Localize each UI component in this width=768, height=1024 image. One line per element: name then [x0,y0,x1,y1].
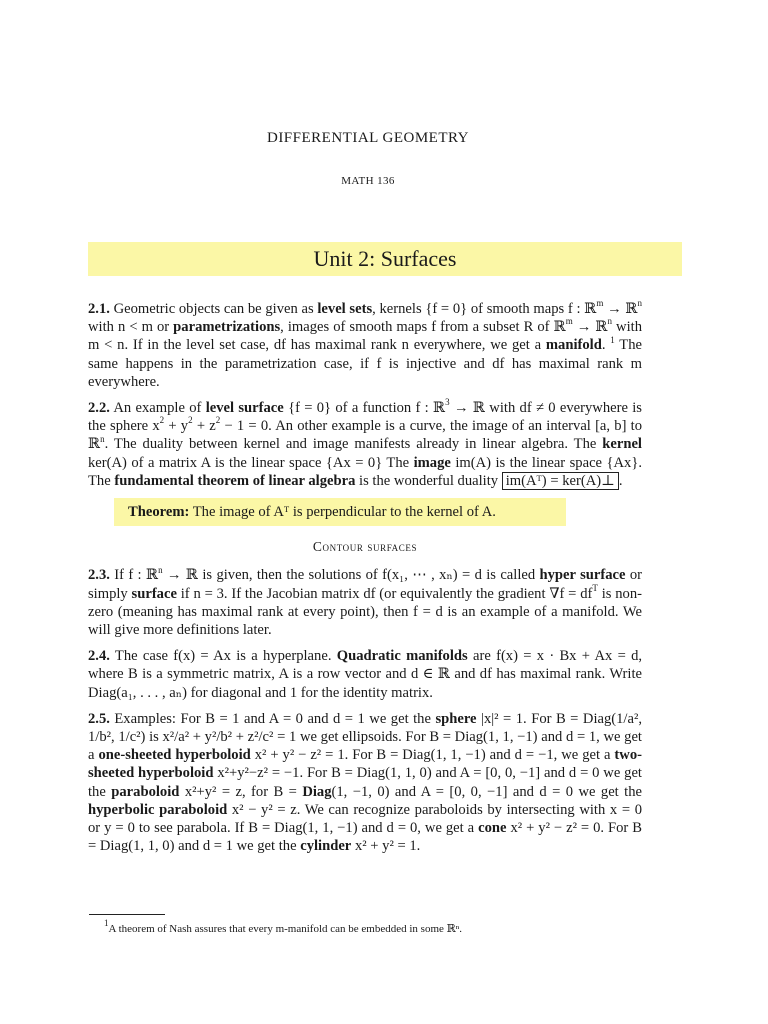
superscript: n [607,316,613,327]
text: or simply [88,567,642,602]
text: The case f(x) = Ax is a hyperplane. [109,648,337,665]
term-manifold: manifold [545,337,602,354]
term-cone: cone [478,820,507,837]
text: → ℝ [572,319,608,336]
text: , images of smooth maps f from a subset R of ℝ [280,319,566,336]
superscript: n [637,298,642,309]
unit-title: Unit 2: Surfaces [313,246,457,271]
text: Geometric objects can be given as [109,301,318,317]
paragraph-number: 2.4. [88,648,110,665]
term-image: image [413,454,451,471]
text: if n = 3. If the Jacobian matrix df (or equivalently the gradient ∇f = df [176,585,593,602]
term-one-sheeted-hyperboloid: one-sheeted hyperboloid [98,747,251,764]
footnote-text: A theorem of Nash assures that every m-manifold can be embedded in some ℝⁿ. [108,923,463,935]
text: are f(x) = x · Bx + Ax = d, where B is a symmetric matrix, A is a row vector and d ∈ ℝ and df has maximal rank. Write Diag(a₁, . . . , aₙ) for diagonal and 1 for the identity matrix. [88,648,643,701]
text: im(A) is the linear space {Ax}. The [88,454,642,489]
text: x² + y² − z² = 0. For B = Diag(1, 1, 0) and d = 1 we get the [88,820,642,855]
text: ker(A) of a matrix A is the linear space {Ax = 0} The [88,454,414,471]
text: → ℝ is given, then the solutions of f(x₁, ⋯ , xₙ) = d is called [162,567,540,584]
text: x² + y² = 1. [351,838,421,855]
term-sphere: sphere [435,710,477,727]
term-quadratic-manifolds: Quadratic manifolds [336,648,468,665]
text: with n < m or [88,319,174,336]
paragraph-2-2 [88,399,642,490]
theorem-label: Theorem: [128,504,190,521]
text: with m < n. If in the level set case, df has maximal rank n everywhere, we get a [88,319,642,354]
text: {f = 0} of a function f : ℝ [283,400,446,417]
course-label: MATH 136 [341,175,395,187]
term-hyperbolic-paraboloid: hyperbolic paraboloid [88,801,228,818]
text: + z [192,418,216,435]
term-hyper-surface: hyper surface [539,567,626,584]
text: . [601,337,611,354]
unit-banner [88,242,682,276]
text: Examples: For B = 1 and A = 0 and d = 1 we get the [109,710,436,727]
term-paraboloid: paraboloid [111,783,180,800]
paragraph-2-3 [88,566,642,639]
superscript: n [158,564,163,575]
superscript: 3 [445,397,450,408]
paragraph-2-4 [88,647,642,702]
text: The same happens in the parametrization case, if f is injective and df has maximal rank m everywhere. [88,337,642,390]
text: x²+y² = z, for B = [179,783,303,800]
footnote [104,918,463,935]
theorem-text: The image of Aᵀ is perpendicular to the kernel of A. [189,504,496,521]
section-heading: Contour surfaces [312,539,418,555]
footnote-ref[interactable]: 1 [610,334,615,345]
text: . The duality between kernel and image manifests already in linear algebra. The [104,436,603,453]
boxed-formula: im(Aᵀ) = ker(A)⊥ [502,472,619,490]
paragraph-number: 2.5. [88,710,110,727]
text: + y [164,418,189,435]
superscript: m [565,316,573,327]
text: x² − y² = z. We can recognize paraboloids by intersecting with x = 0 or y = 0 to see parabola. If B = Diag(1, 1, −1) and d = 0, we get a [88,801,642,837]
footnote-mark: 1 [104,918,109,929]
term-cylinder: cylinder [300,838,352,855]
text: |x|² = 1. For B = Diag(1/a², 1/b², 1/c²) is x²/a² + y²/b² + z²/c² = 1 we get ellipsoids. For B = Diag(1, 1, −1) and d = 1, we get a [88,710,642,764]
paragraph-number: 2.1. [88,301,110,317]
text: → ℝ [603,301,638,317]
theorem-box [114,498,566,526]
document-title: DIFFERENTIAL GEOMETRY [266,130,470,146]
term-surface: surface [131,585,177,602]
term-level-sets: level sets [317,301,373,317]
superscript: 2 [159,415,165,426]
paragraph-2-1 [88,300,642,391]
text: is non-zero (meaning has maximal rank at every point), then f = d is an example of a manifold. We will give more definitions later. [88,585,642,639]
term-level-surface: level surface [205,400,284,417]
superscript: T [592,582,598,593]
text: , kernels {f = 0} of smooth maps f : ℝ [372,301,597,317]
text: is the wonderful duality [355,472,502,489]
paragraph-2-5 [88,710,642,856]
text: x² + y² − z² = 1. For B = Diag(1, 1, −1) and d = −1, we get a [250,747,615,764]
term-two-sheeted-hyperboloid: two-sheeted hyperboloid [88,747,642,782]
text: x²+y²−z² = −1. For B = Diag(1, 1, 0) and A = [0, 0, −1] and d = 0 we get the [88,765,642,800]
superscript: m [596,298,604,309]
footnote-rule [89,914,165,915]
text: − 1 = 0. An other example is a curve, the image of an interval [a, b] to ℝ [88,418,642,453]
term-diag: Diag [302,783,332,800]
text: If f : ℝ [109,567,159,584]
superscript: n [100,433,105,444]
term-parametrizations: parametrizations [173,319,281,336]
superscript: 2 [215,415,221,426]
document-body [88,300,642,863]
text: . [618,472,623,489]
term-kernel: kernel [602,436,642,453]
paragraph-number: 2.2. [88,400,110,417]
superscript: 2 [188,415,193,426]
paragraph-number: 2.3. [88,567,110,584]
text: → ℝ with df ≠ 0 everywhere is the sphere x [88,400,642,435]
text: An example of [109,400,206,417]
term-fundamental-theorem: fundamental theorem of linear algebra [114,472,356,489]
text: (1, −1, 0) and A = [0, 0, −1] and d = 0 we get the [331,783,642,800]
